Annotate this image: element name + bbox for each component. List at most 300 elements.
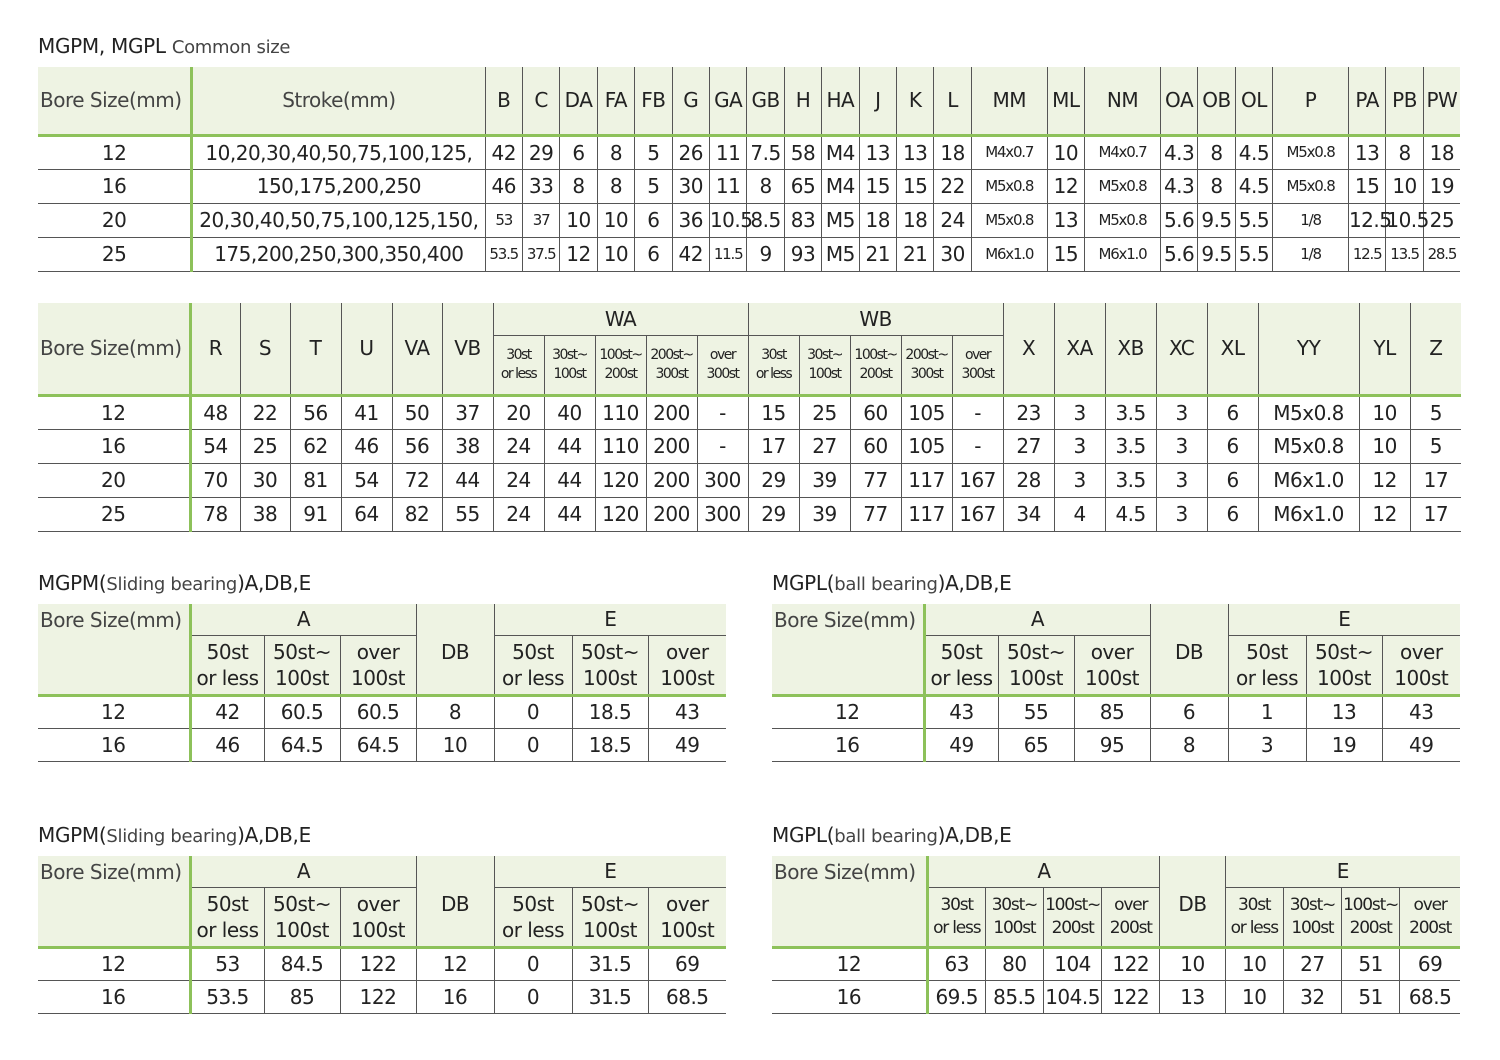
bore-size-cell: 20 — [38, 203, 192, 237]
table5-title — [38, 823, 311, 847]
value-cell: 13 — [1047, 203, 1084, 237]
value-cell: 18 — [859, 203, 896, 237]
bore-size-cell: 16 — [38, 980, 190, 1013]
value-cell: 3.5 — [1105, 395, 1156, 429]
sub-line-1: 50st — [512, 891, 554, 916]
col-header: G — [672, 67, 709, 135]
value-cell: 13.5 — [1386, 237, 1423, 271]
stroke-cell: 175,200,250,300,350,400 — [192, 237, 485, 271]
value-cell: 58 — [784, 135, 821, 169]
sub-line-1: 30st — [940, 895, 973, 916]
value-cell: 12 — [1047, 169, 1084, 203]
sub-line-1: 100st~ — [1343, 895, 1399, 916]
bore-size-cell: 16 — [38, 728, 190, 761]
value-cell: 40 — [544, 395, 595, 429]
a-group-header: A — [190, 604, 416, 635]
table1-title-sub: Common size — [171, 37, 291, 58]
title-part: MGPM( — [38, 571, 107, 595]
sub-line-1: 30st~ — [552, 347, 587, 364]
a-sub-header — [190, 887, 264, 947]
value-cell: 18.5 — [572, 728, 648, 761]
title-part: MGPL( — [772, 571, 835, 595]
value-cell: 11.5 — [709, 237, 746, 271]
value-cell: 1 — [1228, 695, 1306, 728]
value-cell: 5 — [635, 169, 672, 203]
sub-line-2: 300st — [910, 365, 943, 382]
bore-size-header: Bore Size(mm) — [38, 67, 192, 135]
sub-line-1: over — [1090, 639, 1134, 664]
value-cell: 9.5 — [1198, 237, 1235, 271]
col-header: PB — [1386, 67, 1423, 135]
col-header: YY — [1258, 303, 1359, 395]
sub-line-2: or less — [1230, 917, 1278, 938]
value-cell: 64 — [341, 497, 392, 531]
value-cell: 83 — [784, 203, 821, 237]
value-cell: 81 — [290, 463, 341, 497]
value-cell: 23 — [1003, 395, 1054, 429]
value-cell: 19 — [1423, 169, 1460, 203]
value-cell: 44 — [442, 463, 493, 497]
value-cell: 78 — [190, 497, 240, 531]
bore-size-cell: 16 — [772, 980, 927, 1013]
a-group-header: A — [190, 856, 416, 887]
a-sub-header — [927, 887, 985, 947]
value-cell: 13 — [859, 135, 896, 169]
value-cell: 8 — [1198, 169, 1235, 203]
sub-line-2: 100st — [275, 665, 329, 690]
a-sub-header — [1043, 887, 1101, 947]
col-header: C — [522, 67, 559, 135]
value-cell: 44 — [544, 497, 595, 531]
value-cell: 64.5 — [264, 728, 340, 761]
sub-line-1: 50st~ — [581, 891, 639, 916]
col-header: X — [1003, 303, 1054, 395]
value-cell: 10 — [1225, 980, 1283, 1013]
bore-size-header: Bore Size(mm) — [38, 856, 190, 947]
value-cell: 6 — [635, 203, 672, 237]
sub-line-1: over — [356, 639, 400, 664]
value-cell: 10.5 — [709, 203, 746, 237]
value-cell: 11 — [709, 169, 746, 203]
value-cell: 31.5 — [572, 980, 648, 1013]
value-cell: 68.5 — [648, 980, 726, 1013]
value-cell: 24 — [493, 429, 544, 463]
value-cell: 8 — [597, 169, 634, 203]
e-sub-header — [572, 635, 648, 695]
sub-line-1: over — [1413, 895, 1447, 916]
col-header: B — [485, 67, 522, 135]
value-cell: 38 — [240, 497, 290, 531]
value-cell: 18 — [896, 203, 933, 237]
value-cell: 24 — [934, 203, 971, 237]
a-group-header: A — [927, 856, 1160, 887]
value-cell: 24 — [493, 463, 544, 497]
value-cell: 8 — [1150, 728, 1228, 761]
stroke-cell: 10,20,30,40,50,75,100,125, — [192, 135, 485, 169]
value-cell: 6 — [635, 237, 672, 271]
e-group-header: E — [494, 604, 726, 635]
sub-line-1: 30st~ — [991, 895, 1038, 916]
value-cell: 53 — [190, 947, 264, 980]
table-row — [38, 695, 726, 728]
value-cell: 10 — [1160, 947, 1225, 980]
value-cell: 62 — [290, 429, 341, 463]
value-cell: 105 — [901, 429, 952, 463]
table-row — [772, 695, 1460, 728]
header-row-1 — [772, 604, 1460, 635]
value-cell: 5 — [1410, 429, 1461, 463]
sub-line-1: 100st~ — [1045, 895, 1101, 916]
sub-line-2: 300st — [706, 365, 739, 382]
sub-line-1: 100st~ — [599, 347, 642, 364]
sub-line-2: 100st — [583, 917, 637, 942]
value-cell: 49 — [648, 728, 726, 761]
value-cell: M5x0.8 — [1085, 203, 1161, 237]
db-header: DB — [1160, 856, 1225, 947]
value-cell: 28 — [1003, 463, 1054, 497]
sub-line-2: 200st — [1349, 917, 1392, 938]
value-cell: M6x1.0 — [971, 237, 1047, 271]
col-header: T — [290, 303, 341, 395]
title-part: )A,DB,E — [237, 823, 311, 847]
e-sub-header — [1225, 887, 1283, 947]
value-cell: 68.5 — [1400, 980, 1460, 1013]
sub-line-1: over — [1399, 639, 1443, 664]
value-cell: 50 — [392, 395, 442, 429]
sub-line-2: 100st — [275, 917, 329, 942]
wb-sub-header — [799, 335, 850, 395]
value-cell: 44 — [544, 463, 595, 497]
value-cell: 167 — [952, 497, 1003, 531]
title-part: )A,DB,E — [937, 823, 1012, 847]
value-cell: 43 — [648, 695, 726, 728]
value-cell: 46 — [190, 728, 264, 761]
e-sub-header — [1382, 635, 1460, 695]
value-cell: 72 — [392, 463, 442, 497]
value-cell: 12.5 — [1348, 237, 1385, 271]
sub-line-1: 50st~ — [581, 639, 639, 664]
header-row-1 — [38, 604, 726, 635]
bore-size-header: Bore Size(mm) — [772, 604, 924, 695]
sub-line-2: 300st — [655, 365, 688, 382]
value-cell: 0 — [494, 980, 572, 1013]
value-cell: 6 — [1207, 497, 1258, 531]
common-size-table — [38, 67, 1460, 272]
value-cell: 60.5 — [264, 695, 340, 728]
value-cell: 16 — [416, 980, 494, 1013]
value-cell: 39 — [799, 497, 850, 531]
value-cell: 5.5 — [1235, 203, 1272, 237]
table1-title — [38, 34, 290, 58]
sub-line-2: 100st — [1291, 917, 1334, 938]
e-group-header: E — [1225, 856, 1460, 887]
sub-line-2: 200st — [1109, 917, 1152, 938]
value-cell: 15 — [1348, 169, 1385, 203]
wa-sub-header — [493, 335, 544, 395]
mgpl-ball-table-1 — [772, 604, 1460, 762]
value-cell: 9.5 — [1198, 203, 1235, 237]
value-cell: 36 — [672, 203, 709, 237]
sub-line-2: 100st — [660, 917, 715, 942]
col-header: GA — [709, 67, 746, 135]
db-header: DB — [416, 856, 494, 947]
table-row — [38, 728, 726, 761]
wb-sub-header — [952, 335, 1003, 395]
value-cell: 34 — [1003, 497, 1054, 531]
value-cell: 3 — [1228, 728, 1306, 761]
value-cell: 3 — [1156, 497, 1207, 531]
value-cell: 65 — [784, 169, 821, 203]
value-cell: 5.5 — [1235, 237, 1272, 271]
value-cell: 29 — [748, 497, 799, 531]
value-cell: 54 — [341, 463, 392, 497]
sub-line-2: or less — [500, 365, 537, 382]
col-header: VB — [442, 303, 493, 395]
e-sub-header — [648, 887, 726, 947]
value-cell: 21 — [859, 237, 896, 271]
value-cell: 82 — [392, 497, 442, 531]
table-row — [38, 395, 1461, 429]
value-cell: 3 — [1156, 395, 1207, 429]
title-part: )A,DB,E — [237, 571, 311, 595]
title-part: MGPL( — [772, 823, 835, 847]
value-cell: 27 — [1003, 429, 1054, 463]
value-cell: 26 — [672, 135, 709, 169]
sub-line-1: 50st~ — [273, 639, 331, 664]
value-cell: 27 — [799, 429, 850, 463]
e-sub-header — [1400, 887, 1460, 947]
value-cell: 43 — [924, 695, 998, 728]
col-header: GB — [747, 67, 784, 135]
bore-size-cell: 12 — [772, 695, 924, 728]
value-cell: 122 — [1102, 980, 1160, 1013]
value-cell: 9 — [747, 237, 784, 271]
value-cell: 54 — [190, 429, 240, 463]
value-cell: 65 — [998, 728, 1074, 761]
value-cell: 6 — [1207, 429, 1258, 463]
value-cell: M4x0.7 — [971, 135, 1047, 169]
value-cell: 77 — [850, 497, 901, 531]
value-cell: 93 — [784, 237, 821, 271]
value-cell: 200 — [646, 497, 697, 531]
value-cell: 122 — [1102, 947, 1160, 980]
value-cell: M5x0.8 — [1258, 395, 1359, 429]
value-cell: 85 — [1074, 695, 1150, 728]
col-header: PA — [1348, 67, 1385, 135]
value-cell: 200 — [646, 429, 697, 463]
value-cell: 17 — [1410, 463, 1461, 497]
value-cell: M5 — [822, 203, 859, 237]
wb-sub-header — [850, 335, 901, 395]
value-cell: 8.5 — [747, 203, 784, 237]
value-cell: 15 — [896, 169, 933, 203]
table6-title — [772, 823, 1011, 847]
value-cell: 5 — [1410, 395, 1461, 429]
value-cell: 122 — [340, 980, 416, 1013]
value-cell: M5x0.8 — [1273, 135, 1349, 169]
value-cell: 12.5 — [1348, 203, 1385, 237]
table2-header-row-1 — [38, 303, 1461, 335]
value-cell: 122 — [340, 947, 416, 980]
value-cell: M5x0.8 — [971, 169, 1047, 203]
table-row — [772, 947, 1460, 980]
value-cell: 32 — [1283, 980, 1341, 1013]
table-row — [38, 497, 1461, 531]
value-cell: 46 — [485, 169, 522, 203]
value-cell: 56 — [392, 429, 442, 463]
value-cell: 56 — [290, 395, 341, 429]
value-cell: 6 — [1207, 395, 1258, 429]
sub-line-1: over — [665, 891, 709, 916]
sub-line-2: or less — [501, 665, 565, 690]
sub-line-2: or less — [933, 917, 981, 938]
col-header: P — [1273, 67, 1349, 135]
sub-line-2: 100st — [351, 917, 405, 942]
sub-line-1: 100st~ — [854, 347, 897, 364]
value-cell: 0 — [494, 947, 572, 980]
value-cell: 6 — [1150, 695, 1228, 728]
value-cell: 12 — [1359, 463, 1410, 497]
header-row-1 — [772, 856, 1460, 887]
title-part: ball bearing — [834, 574, 938, 595]
value-cell: 55 — [442, 497, 493, 531]
value-cell: 8 — [597, 135, 634, 169]
col-header: S — [240, 303, 290, 395]
value-cell: M5x0.8 — [1085, 169, 1161, 203]
value-cell: 21 — [896, 237, 933, 271]
sub-line-1: 200st~ — [905, 347, 948, 364]
bore-size-cell: 16 — [38, 169, 192, 203]
value-cell: 44 — [544, 429, 595, 463]
value-cell: - — [697, 395, 748, 429]
value-cell: 5 — [635, 135, 672, 169]
sub-line-1: 50st — [206, 639, 249, 664]
value-cell: 28.5 — [1423, 237, 1460, 271]
value-cell: 53.5 — [485, 237, 522, 271]
col-header: J — [859, 67, 896, 135]
value-cell: 105 — [901, 395, 952, 429]
value-cell: 4.5 — [1235, 135, 1272, 169]
value-cell: 42 — [190, 695, 264, 728]
sub-line-1: 50st — [512, 639, 554, 664]
value-cell: M5x0.8 — [1273, 169, 1349, 203]
value-cell: 15 — [748, 395, 799, 429]
value-cell: 3 — [1054, 395, 1105, 429]
value-cell: M5x0.8 — [1258, 429, 1359, 463]
value-cell: 5.6 — [1160, 203, 1197, 237]
bore-size-cell: 12 — [38, 135, 192, 169]
value-cell: 18.5 — [572, 695, 648, 728]
table-row — [38, 237, 1460, 271]
wb-group-header: WB — [748, 303, 1003, 335]
value-cell: 3 — [1156, 429, 1207, 463]
col-header: H — [784, 67, 821, 135]
table-row — [772, 980, 1460, 1013]
value-cell: 104 — [1043, 947, 1101, 980]
value-cell: 4.5 — [1235, 169, 1272, 203]
value-cell: 7.5 — [747, 135, 784, 169]
value-cell: 37 — [522, 203, 559, 237]
title-part: MGPM( — [38, 823, 107, 847]
value-cell: 17 — [1410, 497, 1461, 531]
bore-size-cell: 16 — [772, 728, 924, 761]
value-cell: 77 — [850, 463, 901, 497]
e-sub-header — [1283, 887, 1341, 947]
bore-size-header: Bore Size(mm) — [38, 303, 190, 395]
sub-line-1: 50st~ — [273, 891, 331, 916]
value-cell: 4.3 — [1160, 135, 1197, 169]
value-cell: 10 — [416, 728, 494, 761]
value-cell: 60 — [850, 429, 901, 463]
col-header: HA — [822, 67, 859, 135]
e-sub-header — [494, 887, 572, 947]
value-cell: 49 — [1382, 728, 1460, 761]
value-cell: 4 — [1054, 497, 1105, 531]
sub-line-1: over — [356, 891, 400, 916]
value-cell: 117 — [901, 463, 952, 497]
value-cell: 42 — [485, 135, 522, 169]
value-cell: 5.6 — [1160, 237, 1197, 271]
value-cell: 22 — [240, 395, 290, 429]
value-cell: 85.5 — [985, 980, 1043, 1013]
sub-line-2: 100st — [1394, 665, 1449, 690]
value-cell: 12 — [416, 947, 494, 980]
e-sub-header — [1341, 887, 1399, 947]
wb-sub-header — [748, 335, 799, 395]
e-sub-header — [572, 887, 648, 947]
sub-line-1: over — [665, 639, 709, 664]
value-cell: 3.5 — [1105, 463, 1156, 497]
value-cell: 69.5 — [927, 980, 985, 1013]
sub-line-1: 30st — [1238, 895, 1271, 916]
table-row — [38, 169, 1460, 203]
value-cell: 84.5 — [264, 947, 340, 980]
col-header: XL — [1207, 303, 1258, 395]
col-header: MM — [971, 67, 1047, 135]
col-header: FA — [597, 67, 634, 135]
value-cell: 69 — [648, 947, 726, 980]
value-cell: 6 — [560, 135, 597, 169]
value-cell: 13 — [1160, 980, 1225, 1013]
sub-line-2: 100st — [1085, 665, 1139, 690]
sub-line-2: 100st — [1317, 665, 1371, 690]
sub-line-2: 100st — [660, 665, 715, 690]
sub-line-2: 100st — [808, 365, 841, 382]
value-cell: 41 — [341, 395, 392, 429]
e-group-header: E — [1228, 604, 1460, 635]
col-header: OL — [1235, 67, 1272, 135]
wa-sub-header — [544, 335, 595, 395]
value-cell: 8 — [416, 695, 494, 728]
col-header: XA — [1054, 303, 1105, 395]
value-cell: 30 — [672, 169, 709, 203]
value-cell: 8 — [1386, 135, 1423, 169]
a-sub-header — [924, 635, 998, 695]
bore-size-cell: 25 — [38, 497, 190, 531]
value-cell: 3 — [1156, 463, 1207, 497]
sub-line-2: or less — [501, 917, 565, 942]
value-cell: 70 — [190, 463, 240, 497]
header-row-1 — [38, 856, 726, 887]
sub-line-1: 200st~ — [650, 347, 693, 364]
value-cell: 49 — [924, 728, 998, 761]
stroke-header: Stroke(mm) — [192, 67, 485, 135]
value-cell: 3.5 — [1105, 429, 1156, 463]
db-header: DB — [416, 604, 494, 695]
value-cell: 60.5 — [340, 695, 416, 728]
value-cell: 10 — [560, 203, 597, 237]
sub-line-2: 200st — [604, 365, 637, 382]
